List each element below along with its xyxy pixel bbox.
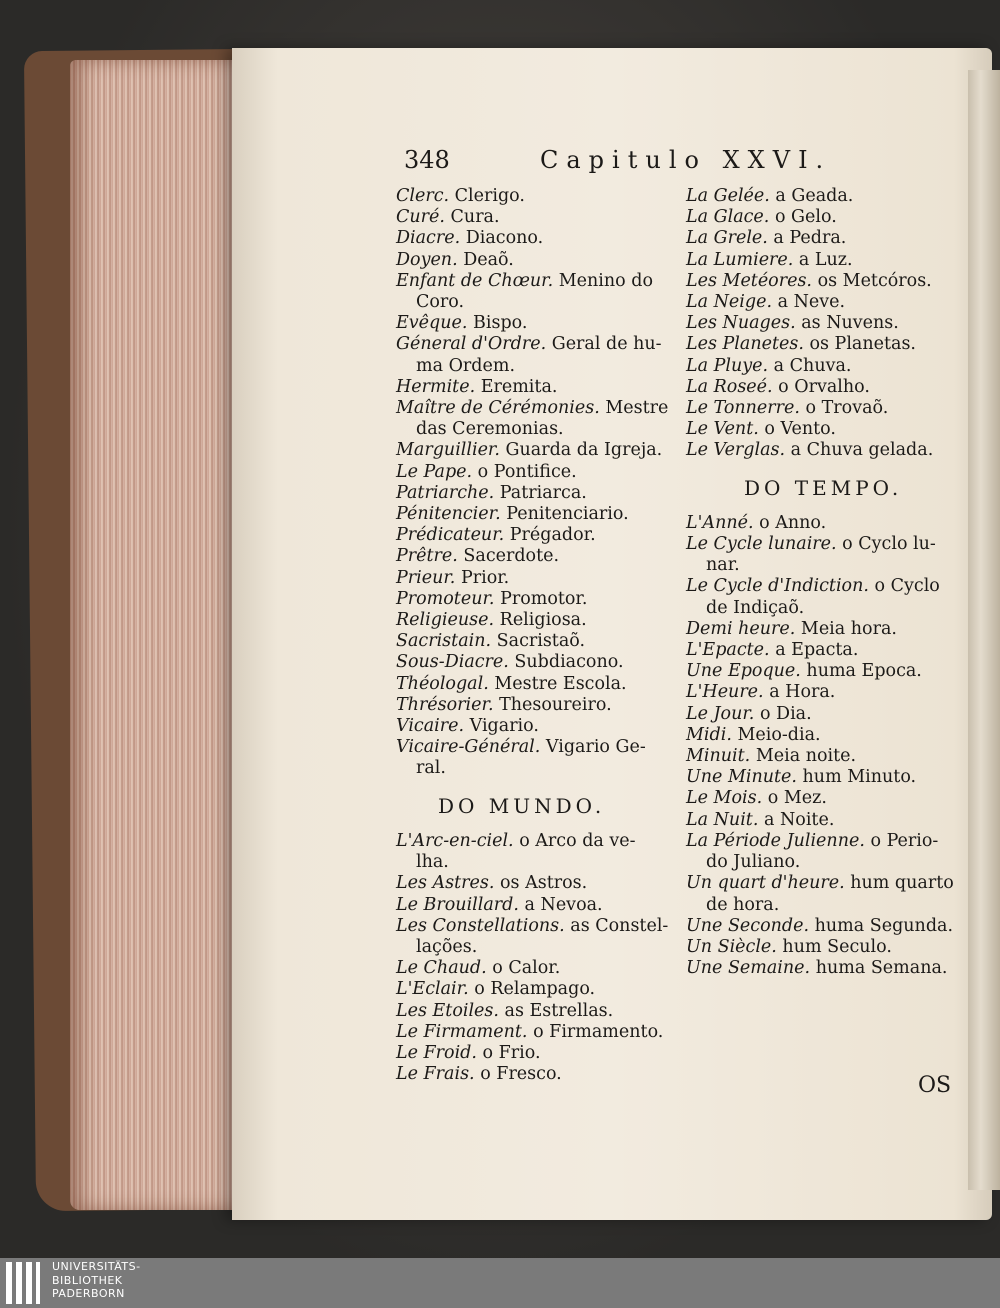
portuguese-term: o Vento. [764,419,836,440]
portuguese-term: o Trovaõ. [805,398,889,419]
entry-continuation: de hora. [706,894,780,915]
glossary-entry [396,483,656,504]
portuguese-term: o Cyclo [874,576,940,597]
glossary-entry [396,207,656,228]
glossary-entry [396,674,656,695]
portuguese-term: Meia hora. [800,618,897,639]
glossary-entry [396,398,669,419]
entry-continuation: lações. [416,936,478,957]
french-term: L'Anné. [686,512,754,533]
french-term: Les Constellations. [396,915,565,936]
portuguese-term: a Epacta. [775,640,859,661]
portuguese-term: Religiosa. [499,610,587,631]
french-term: Sous-Diacre. [396,652,509,673]
portuguese-term: huma Epoca. [806,661,922,682]
french-term: Diacre. [396,228,461,249]
portuguese-term: Clerigo. [454,186,525,206]
french-term: Le Froid. [396,1042,477,1063]
glossary-entry [686,576,956,597]
catchword: OS [918,1073,952,1098]
glossary-entry [396,737,656,758]
french-term: Pénitencier. [396,504,501,525]
logo-line: PADERBORN [52,1287,125,1300]
portuguese-term: Geral de hu- [551,334,662,355]
glossary-entry [686,377,956,398]
glossary-entry [686,682,956,703]
portuguese-term: o Mez. [767,788,827,809]
glossary-entry [396,1064,656,1085]
glossary-entry [396,250,656,271]
portuguese-term: o Firmamento. [533,1021,664,1042]
glossary-entry [396,568,656,589]
glossary-entry [396,1043,656,1064]
portuguese-term: Eremita. [480,376,558,397]
glossary-entry [686,356,956,377]
glossary-entry [396,831,656,852]
library-logo-text [52,1260,141,1301]
french-term: Doyen. [396,249,458,270]
glossary-entry [396,958,656,979]
glossary-entry [686,271,956,292]
entry-continuation: ma Ordem. [416,355,516,376]
glossary-entry [396,546,656,567]
portuguese-term: Diacono. [465,228,544,249]
french-term: La Grele. [686,228,768,249]
left-column [396,186,669,1085]
french-term: Le Cycle lunaire. [686,534,837,555]
french-term: Vicaire. [396,716,465,737]
portuguese-term: os Planetas. [809,334,916,355]
french-term: L'Epacte. [686,640,770,661]
portuguese-term: o Arco da ve- [519,830,636,851]
french-term: La Neige. [686,292,773,313]
portuguese-term: Meio-dia. [737,724,821,745]
glossary-entry [396,334,662,355]
french-term: Religieuse. [396,610,495,631]
portuguese-term: a Geada. [775,186,854,206]
glossary-entry [686,767,956,788]
glossary-entry [686,958,956,979]
glossary-entry [686,334,956,355]
portuguese-term: Cura. [450,207,500,228]
french-term: Une Minute. [686,767,797,788]
french-term: Evêque. [396,313,468,334]
entry-continuation: nar. [706,555,740,576]
glossary-entry [686,250,956,271]
page-edges [70,60,250,1210]
section-title-do-mundo: DO MUNDO. [438,793,606,818]
portuguese-term: Patriarca. [499,482,587,503]
glossary-entry [396,610,656,631]
portuguese-term: a Chuva. [773,355,852,376]
glossary-entry [396,377,656,398]
portuguese-term: Prégador. [509,525,596,546]
glossary-entry [686,292,956,313]
french-term: La Nuit. [686,809,759,830]
portuguese-term: Guarda da Igreja. [505,440,663,461]
portuguese-term: a Hora. [769,682,836,703]
entry-continuation: lha. [416,852,449,873]
glossary-entry [686,788,956,809]
glossary-entry [686,810,956,831]
french-term: Les Astres. [396,873,495,894]
french-term: Un Siècle. [686,936,777,957]
french-term: L'Eclair. [396,979,469,1000]
glossary-entry [686,746,956,767]
portuguese-term: Subdiacono. [514,652,624,673]
french-term: Prêtre. [396,546,458,567]
glossary-entry [396,228,656,249]
french-term: Prieur. [396,567,456,588]
portuguese-term: a Luz. [798,249,853,270]
portuguese-term: Thesoureiro. [499,694,612,715]
portuguese-term: o Relampago. [474,979,596,1000]
portuguese-term: huma Segunda. [814,915,954,936]
glossary-entry [686,831,956,852]
french-term: L'Heure. [686,682,764,703]
glossary-entry [686,916,956,937]
french-term: Les Metéores. [686,270,812,291]
logo-line: BIBLIOTHEK [52,1273,123,1287]
french-term: Le Firmament. [396,1021,528,1042]
french-term: Vicaire-Général. [396,737,541,758]
french-term: Maître de Cérémonies. [396,398,600,419]
portuguese-term: a Noite. [763,809,835,830]
portuguese-term: Promotor. [500,588,588,609]
portuguese-term: hum quarto [850,873,954,894]
french-term: Le Verglas. [686,440,786,461]
french-term: La Glace. [686,207,770,228]
entry-continuation: do Juliano. [706,852,801,873]
french-term: L'Arc-en-ciel. [396,830,514,851]
logo-line: UNIVERSITÄTS- [52,1260,141,1273]
glossary-entry [396,915,669,937]
portuguese-term: o Anno. [759,512,827,533]
portuguese-term: Menino do [558,270,654,291]
glossary-entry [396,979,656,1000]
glossary-entry [686,534,956,555]
glossary-entry [396,652,656,673]
portuguese-term: as Nuvens. [801,313,899,334]
portuguese-term: a Neve. [777,292,846,313]
portuguese-term: as Constel- [570,915,669,936]
glossary-entry [686,440,956,461]
french-term: Clerc. [396,186,450,206]
portuguese-term: Mestre [605,398,669,419]
page-number: 348 [404,146,450,174]
french-term: Enfant de Chœur. [396,270,554,291]
french-term: Le Tonnerre. [686,398,800,419]
french-term: Le Pape. [396,461,473,482]
french-term: Demi heure. [686,618,796,639]
glossary-entry [396,525,656,546]
french-term: Sacristain. [396,631,492,652]
french-term: Les Nuages. [686,313,796,334]
french-term: La Pluye. [686,355,769,376]
entry-continuation: ral. [416,758,446,779]
portuguese-term: as Estrellas. [504,1000,614,1021]
french-term: Les Etoiles. [396,1000,499,1021]
french-term: Le Jour. [686,703,755,724]
library-logo-icon [6,1262,46,1304]
portuguese-term: o Frio. [482,1042,541,1063]
glossary-entry [396,504,656,525]
glossary-entry [396,186,656,207]
french-term: Les Planetes. [686,334,804,355]
portuguese-term: Sacerdote. [463,546,560,567]
french-term: Patriarche. [396,482,495,503]
glossary-entry [396,313,656,334]
french-term: La Période Julienne. [686,830,865,851]
glossary-entry [396,895,656,916]
glossary-entry [396,716,656,737]
glossary-entry [686,313,956,334]
glossary-entry [686,228,956,249]
glossary-entry [396,631,656,652]
portuguese-term: Prior. [460,567,510,588]
glossary-entry [396,440,663,461]
french-term: Le Mois. [686,788,763,809]
portuguese-term: o Orvalho. [778,376,870,397]
library-footer-bar [0,1258,1000,1308]
french-term: Un quart d'heure. [686,873,845,894]
glossary-entry [686,661,956,682]
french-term: La Gelée. [686,186,770,206]
french-term: Curé. [396,207,445,228]
glossary-entry [396,271,656,292]
portuguese-term: os Astros. [500,873,588,894]
portuguese-term: huma Semana. [815,958,948,979]
french-term: Une Semaine. [686,958,811,979]
running-header: Capitulo XXVI. [540,146,832,174]
glossary-entry [396,873,656,894]
french-term: Le Vent. [686,419,759,440]
french-term: Théologal. [396,673,489,694]
portuguese-term: Vigario Ge- [545,737,646,758]
french-term: La Roseé. [686,376,773,397]
portuguese-term: o Pontifice. [477,461,577,482]
section-title-do-tempo: DO TEMPO. [744,475,903,500]
french-term: Prédicateur. [396,525,505,546]
portuguese-term: os Metcóros. [817,270,932,291]
portuguese-term: o Cyclo lu- [842,534,936,555]
facing-page-edge [968,70,1000,1190]
glossary-entry [686,873,956,894]
french-term: Une Epoque. [686,661,801,682]
portuguese-term: hum Minuto. [802,767,917,788]
glossary-entry [396,695,656,716]
french-term: Une Seconde. [686,915,810,936]
french-term: Promoteur. [396,588,495,609]
glossary-entry [686,398,956,419]
glossary-entry [396,589,656,610]
glossary-entry [686,207,956,228]
french-term: Géneral d'Ordre. [396,334,547,355]
portuguese-term: a Pedra. [773,228,847,249]
portuguese-term: a Nevoa. [524,894,603,915]
entry-continuation: das Ceremonias. [416,419,564,440]
portuguese-term: Vigario. [469,716,539,737]
portuguese-term: a Chuva gelada. [790,440,934,461]
french-term: Minuit. [686,746,751,767]
glossary-entry [396,1021,664,1043]
french-term: Hermite. [396,376,476,397]
portuguese-term: o Perio- [870,830,939,851]
french-term: Thrésorier. [396,694,494,715]
glossary-entry [396,1001,656,1022]
french-term: Le Brouillard. [396,894,519,915]
glossary-entry [686,937,956,958]
portuguese-term: Deaõ. [463,249,514,270]
glossary-entry [686,725,956,746]
french-term: Marguillier. [396,440,500,461]
french-term: Le Chaud. [396,958,487,979]
entry-continuation: de Indiçaõ. [706,597,805,618]
portuguese-term: o Fresco. [480,1064,562,1085]
glossary-entry [686,640,956,661]
right-column [686,186,956,979]
glossary-entry [686,619,956,640]
portuguese-term: Meia noite. [755,746,857,767]
portuguese-term: Bispo. [473,313,528,334]
glossary-entry [686,704,956,725]
glossary-entry [396,462,656,483]
portuguese-term: Sacristaõ. [496,631,586,652]
glossary-entry [686,513,956,534]
portuguese-term: Mestre Escola. [494,673,627,694]
french-term: Le Frais. [396,1064,475,1085]
glossary-entry [686,186,956,207]
portuguese-term: hum Seculo. [782,936,892,957]
french-term: La Lumiere. [686,249,794,270]
portuguese-term: o Gelo. [774,207,837,228]
portuguese-term: o Calor. [492,958,561,979]
portuguese-term: Penitenciario. [506,504,629,525]
entry-continuation: Coro. [416,292,465,313]
portuguese-term: o Dia. [759,703,812,724]
french-term: Midi. [686,724,732,745]
french-term: Le Cycle d'Indiction. [686,576,869,597]
glossary-entry [686,419,956,440]
